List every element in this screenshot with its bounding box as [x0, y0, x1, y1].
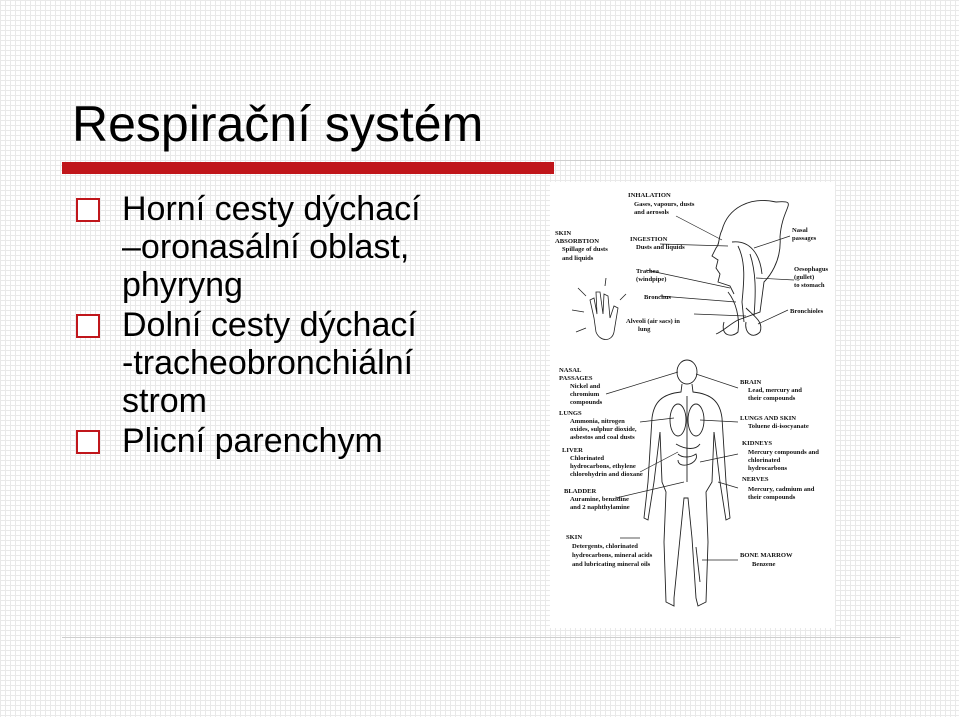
- label-skin-absorbtion-sub: and liquids: [562, 255, 594, 262]
- bullet-text: -tracheobronchiální: [122, 344, 414, 382]
- label-lungs: LUNGS: [559, 410, 582, 417]
- label-skin: SKIN: [566, 534, 583, 541]
- label-brain: BRAIN: [740, 379, 762, 386]
- label-ingestion: INGESTION: [630, 236, 668, 243]
- bullet-text: –oronasální oblast,: [122, 228, 410, 266]
- label-nasal-passages-sub: compounds: [570, 399, 603, 406]
- label-bone-marrow-sub: Benzene: [752, 561, 776, 568]
- label-kidneys-sub: hydrocarbons: [748, 465, 788, 472]
- label-inhalation: INHALATION: [628, 192, 671, 199]
- bullet-text: phyryng: [122, 266, 243, 304]
- bullet-item: [76, 306, 556, 420]
- diagram-svg: [550, 182, 835, 628]
- square-bullet-icon: [76, 314, 100, 338]
- hand-drawing: [572, 278, 626, 340]
- label-kidneys-sub: Mercury compounds and: [748, 449, 819, 456]
- label-oesophagus: (gullet): [794, 274, 815, 281]
- body-drawing: [644, 360, 730, 606]
- label-lungs-and-skin-sub: Toluene di-isocyanate: [748, 423, 809, 430]
- label-inhalation-sub: Gases, vapours, dusts: [634, 201, 695, 208]
- exposure-routes-diagram: [550, 182, 835, 628]
- label-bladder: BLADDER: [564, 488, 597, 495]
- label-nasal-passages-sub: Nickel and: [570, 383, 601, 390]
- label-kidneys: KIDNEYS: [742, 440, 773, 447]
- label-alveoli: Alveoli (air sacs) in: [626, 318, 680, 325]
- label-trachea: Trachea: [636, 268, 659, 275]
- square-bullet-icon: [76, 198, 100, 222]
- label-bladder-sub: Auramine, benzidine: [570, 496, 629, 503]
- label-ingestion-sub: Dusts and liquids: [636, 244, 685, 251]
- label-inhalation-sub: and aerosols: [634, 209, 669, 216]
- label-kidneys-sub: chlorinated: [748, 457, 781, 464]
- label-lungs-and-skin: LUNGS AND SKIN: [740, 415, 797, 422]
- bullet-text: strom: [122, 382, 207, 420]
- label-bronchioles: Bronchioles: [790, 308, 824, 315]
- label-nerves-sub: Mercury, cadmium and: [748, 486, 815, 493]
- footer-divider: [62, 637, 900, 638]
- label-nerves-sub: their compounds: [748, 494, 796, 501]
- label-oesophagus: to stomach: [794, 282, 825, 289]
- slide-title: Respirační systém: [72, 96, 484, 152]
- label-skin-sub: hydrocarbons, mineral acids: [572, 552, 653, 559]
- label-oesophagus: Oesophagus: [794, 266, 829, 273]
- label-skin-absorbtion: SKIN: [555, 230, 572, 237]
- label-nasal-passages: PASSAGES: [559, 375, 593, 382]
- label-liver-sub: Chlorinated: [570, 455, 605, 462]
- title-divider: [554, 160, 900, 161]
- label-skin-absorbtion-sub: Spillage of dusts: [562, 246, 608, 253]
- label-lungs-sub: Ammonia, nitrogen: [570, 418, 625, 425]
- bullet-item: [76, 422, 556, 460]
- label-nasal: passages: [792, 235, 817, 242]
- bullet-text: Horní cesty dýchací: [122, 190, 421, 228]
- label-brain-sub: Lead, mercury and: [748, 387, 802, 394]
- bullet-text: Plicní parenchym: [122, 422, 383, 460]
- label-bladder-sub: and 2 naphthylamine: [570, 504, 630, 511]
- bullet-list: [76, 190, 556, 462]
- bullet-item: [76, 190, 556, 304]
- label-liver-sub: chlorohydrin and dioxane: [570, 471, 643, 478]
- label-brain-sub: their compounds: [748, 395, 796, 402]
- label-skin-absorbtion: ABSORBTION: [555, 238, 599, 245]
- label-trachea: (windpipe): [636, 276, 667, 283]
- label-bronchus: Bronchus: [644, 294, 671, 301]
- diagram-labels: [555, 192, 829, 568]
- label-bone-marrow: BONE MARROW: [740, 552, 793, 559]
- label-nasal-passages: NASAL: [559, 367, 582, 374]
- label-lungs-sub: asbestos and coal dusts: [570, 434, 635, 441]
- title-accent-bar: [62, 162, 554, 174]
- label-nerves: NERVES: [742, 476, 769, 483]
- label-liver: LIVER: [562, 447, 583, 454]
- label-skin-sub: Detergents, chlorinated: [572, 543, 638, 550]
- bullet-text: Dolní cesty dýchací: [122, 306, 417, 344]
- square-bullet-icon: [76, 430, 100, 454]
- label-nasal-passages-sub: chromium: [570, 391, 600, 398]
- label-alveoli: lung: [638, 326, 651, 333]
- label-nasal: Nasal: [792, 227, 808, 234]
- label-liver-sub: hydrocarbons, ethylene: [570, 463, 636, 470]
- label-skin-sub: and lubricating mineral oils: [572, 561, 651, 568]
- label-lungs-sub: oxides, sulphur dioxide,: [570, 426, 637, 433]
